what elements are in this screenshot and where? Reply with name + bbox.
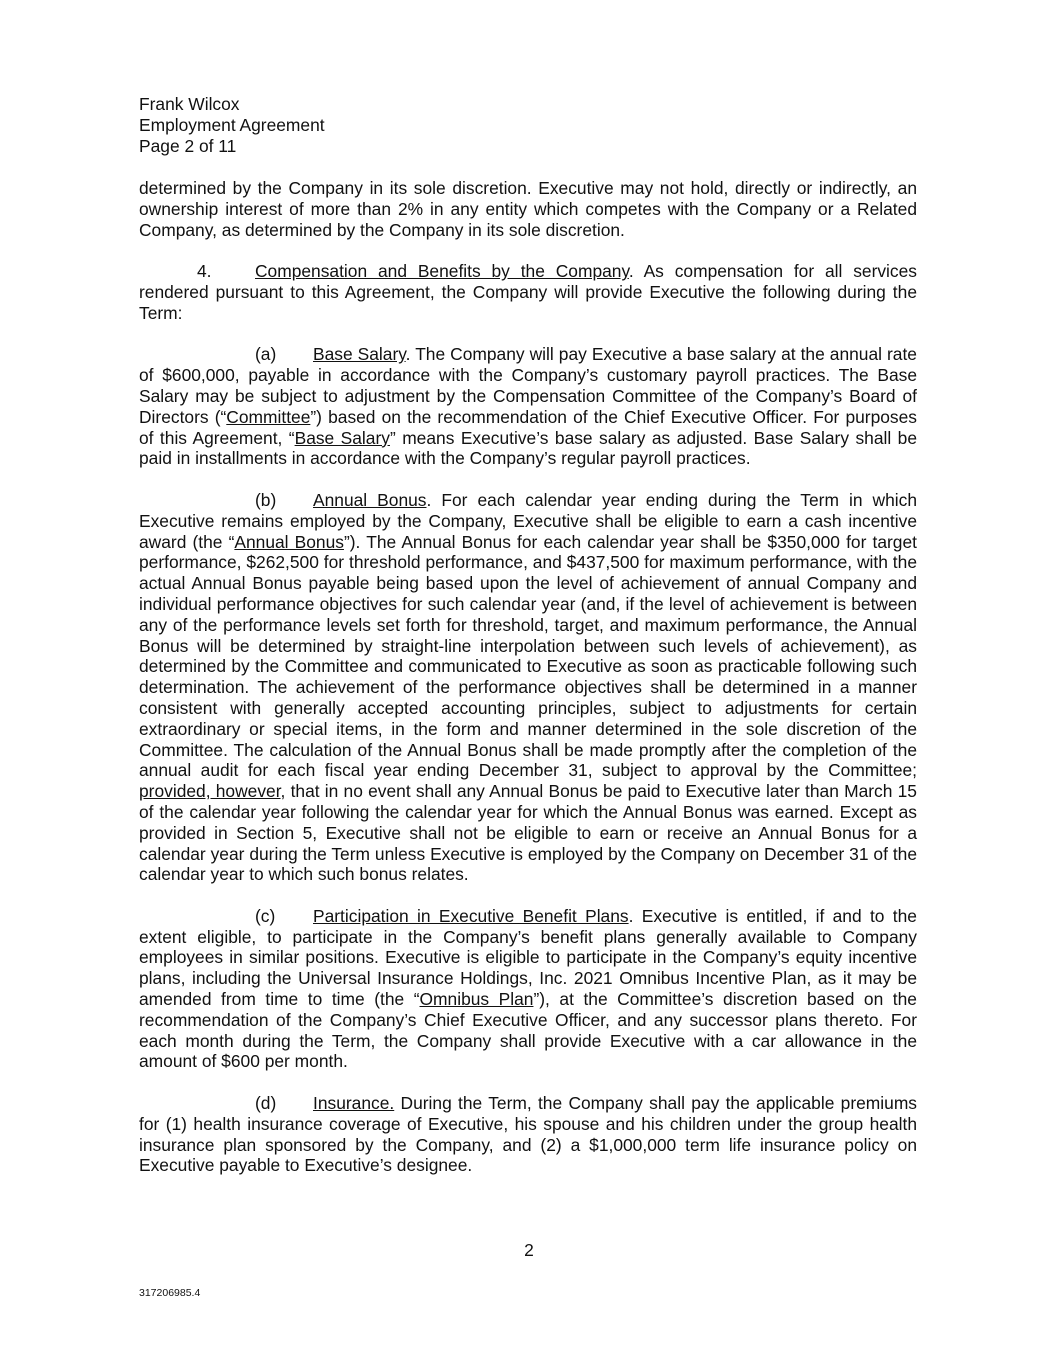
section-4-number: 4. <box>197 261 212 282</box>
continuation-paragraph <box>139 178 917 240</box>
subsection-a-text-3: ” means Executive’s base salary as adjusted. Base Salary shall be paid in installments in accordance with the Company’s regular payroll practices. <box>139 427 917 469</box>
subsection-b-text-2: ”). The Annual Bonus for each calendar year shall be $350,000 for target performance, $262,500 for threshold performance, and $437,500 for maximum performance, with the actual Annual Bonus payable being based upon the level of achievement of annual Company and individual performance objectives for such calendar year (and, if the level of achievement is between any of the performance levels set forth for threshold, target, and maximum performance, the Annual Bonus will be determined by straight-line interpolation between such levels of achievement), as determined by the Committee and communicated to Executive as soon as practicable following such determination. The achievement of the performance objectives shall be determined in a manner consistent with generally accepted accounting principles, subject to adjustments for certain extraordinary or special items, in the form and manner determined in the sole discretion of the Committee. The calculation of the Annual Bonus shall be made promptly after the completion of the annual audit for each fiscal year ending December 31, subject to approval by the Committee; <box>139 531 917 781</box>
subsection-b-text-3: , that in no event shall any Annual Bonus be paid to Executive later than March 15 of the calendar year following the calendar year for which the Annual Bonus was earned. Except as provided in Section 5, Executive shall not be eligible to earn or receive an Annual Bonus for a calendar year during the Term unless Executive is employed by the Company on December 31 of the calendar year to which such bonus relates. <box>139 781 917 885</box>
section-4-text: . As compensation for all services rendered pursuant to this Agreement, the Company will provide Executive the following during the Term: <box>139 261 917 323</box>
subsection-c-text-2: ”), at the Committee’s discretion based on the recommendation of the Company’s Chief Executive Officer, and any successor plans thereto. For each month during the Term, the Company shall provide Executive with a car allowance in the amount of $600 per month. <box>139 989 917 1072</box>
subsection-c-heading: Participation in Executive Benefit Plans <box>313 905 629 926</box>
subsection-b-paragraph <box>139 490 917 885</box>
document-body <box>139 178 917 1197</box>
subsection-d-paragraph <box>139 1093 917 1176</box>
proviso-provided-however: provided, however <box>139 781 281 802</box>
header-doc-title: Employment Agreement <box>139 114 325 135</box>
subsection-a-text-1: . The Company will pay Executive a base salary at the annual rate of $600,000, payable in accordance with the Company’s customary payroll practices. The Base Salary may be subject to adjustment by the Compensation Committee of the Company’s Board of Directors (“ <box>139 344 917 427</box>
subsection-a-text-2: ”) based on the recommendation of the Chief Executive Officer. For purposes of this Agreement, “ <box>139 406 917 448</box>
subsection-c-paragraph <box>139 906 917 1072</box>
defined-term-committee: Committee <box>226 406 311 427</box>
subsection-d-label: (d) <box>255 1093 277 1114</box>
section-4-paragraph <box>139 261 917 323</box>
defined-term-omnibus-plan: Omnibus Plan <box>419 989 534 1010</box>
subsection-a-paragraph <box>139 344 917 469</box>
page-header <box>139 94 325 156</box>
defined-term-base-salary: Base Salary <box>294 427 390 448</box>
document-id: 317206985.4 <box>139 1287 201 1299</box>
subsection-b-label: (b) <box>255 489 277 510</box>
subsection-a-label: (a) <box>255 344 277 365</box>
continuation-text: determined by the Company in its sole discretion. Executive may not hold, directly or indirectly, an ownership interest of more than 2% in any entity which competes with the Company or a Related Company, as determined by the Company in its sole discretion. <box>139 178 917 240</box>
header-name: Frank Wilcox <box>139 94 240 114</box>
subsection-d-text-1: During the Term, the Company shall pay the applicable premiums for (1) health insurance coverage of Executive, his spouse and his children under the group health insurance plan sponsored by the Company, and (2) a $1,000,000 term life insurance policy on Executive payable to Executive’s designee. <box>139 1093 917 1176</box>
subsection-b-heading: Annual Bonus <box>313 489 427 510</box>
subsection-d-heading: Insurance. <box>313 1093 395 1114</box>
subsection-a-heading: Base Salary <box>313 344 406 365</box>
page-number: 2 <box>524 1240 534 1260</box>
defined-term-annual-bonus: Annual Bonus <box>234 531 344 552</box>
section-4-heading: Compensation and Benefits by the Company <box>255 261 629 282</box>
subsection-c-label: (c) <box>255 905 276 926</box>
header-page-label: Page 2 of 11 <box>139 135 237 156</box>
subsection-b-text-1: . For each calendar year ending during the Term in which Executive remains employed by the Company, Executive shall be eligible to earn a cash incentive award (the “ <box>139 489 917 552</box>
subsection-c-text-1: . Executive is entitled, if and to the extent eligible, to participate in the Company’s benefit plans generally available to Company employees in similar positions. Executive is eligible to participate in the Company’s equity incentive plans, including the Universal Insurance Holdings, Inc. 2021 Omnibus Incentive Plan, as it may be amended from time to time (the “ <box>139 905 917 1010</box>
